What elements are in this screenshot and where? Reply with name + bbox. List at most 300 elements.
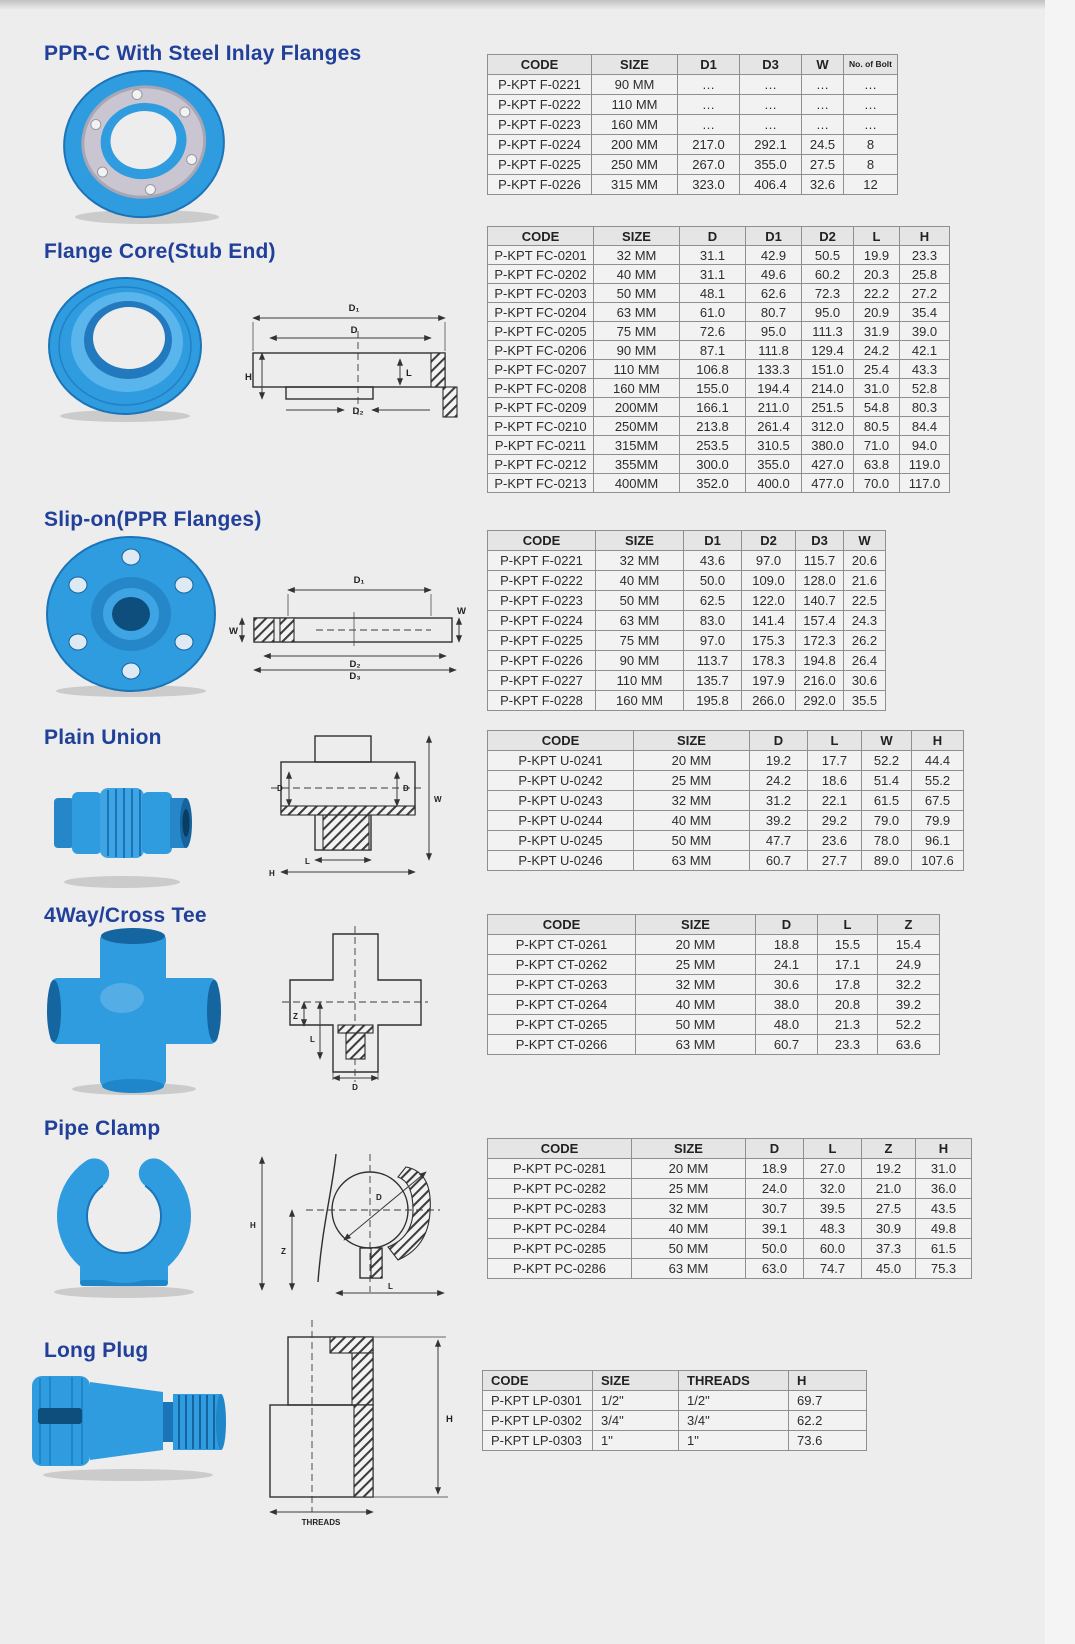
column-header: THREADS <box>679 1371 789 1391</box>
table-cell: 63 MM <box>636 1035 756 1055</box>
steel-inlay-flange-photo <box>52 66 237 226</box>
table-cell: 97.0 <box>742 551 796 571</box>
long-plug-table <box>482 1370 867 1451</box>
table-cell: … <box>802 115 844 135</box>
header-row <box>483 1371 867 1391</box>
plain-union-table <box>487 730 964 871</box>
table-cell: 18.8 <box>756 935 818 955</box>
table-row <box>488 265 950 284</box>
table-cell: 50.5 <box>802 246 854 265</box>
table-cell: P-KPT F-0222 <box>488 571 596 591</box>
table-cell: P-KPT F-0225 <box>488 155 592 175</box>
table-cell: 44.4 <box>912 751 964 771</box>
table-row <box>488 811 964 831</box>
table-cell: 25.4 <box>854 360 900 379</box>
table-cell: 61.5 <box>916 1239 972 1259</box>
column-header: No. of Bolt <box>844 55 898 75</box>
table-cell: 60.7 <box>750 851 808 871</box>
table-cell: 43.3 <box>900 360 950 379</box>
table-cell: 135.7 <box>684 671 742 691</box>
dim-label-l: L <box>388 1282 393 1291</box>
table-cell: 73.6 <box>789 1431 867 1451</box>
column-header: D1 <box>678 55 740 75</box>
table-cell: P-KPT F-0221 <box>488 75 592 95</box>
table-cell: 111.3 <box>802 322 854 341</box>
column-header: Z <box>862 1139 916 1159</box>
column-header: L <box>804 1139 862 1159</box>
dim-label-d3: D₃ <box>349 671 361 680</box>
table-cell: 47.7 <box>750 831 808 851</box>
column-header: D <box>756 915 818 935</box>
table-row <box>488 303 950 322</box>
table-cell: 355MM <box>594 455 680 474</box>
slip-on-flange-diagram <box>226 558 466 680</box>
table-cell: 52.2 <box>862 751 912 771</box>
table-cell: 63.0 <box>746 1259 804 1279</box>
table-cell: 8 <box>844 135 898 155</box>
table-cell: 312.0 <box>802 417 854 436</box>
table-cell: 52.8 <box>900 379 950 398</box>
table-cell: P-KPT FC-0206 <box>488 341 594 360</box>
table-cell: 32.0 <box>804 1179 862 1199</box>
table-cell: … <box>844 95 898 115</box>
table-cell: 128.0 <box>796 571 844 591</box>
table-cell: 22.1 <box>808 791 862 811</box>
page-margin-right <box>1045 0 1075 1644</box>
table-row <box>488 1015 940 1035</box>
table-cell: 69.7 <box>789 1391 867 1411</box>
table-cell: P-KPT PC-0283 <box>488 1199 632 1219</box>
table-cell: 49.8 <box>916 1219 972 1239</box>
table-cell: 155.0 <box>680 379 746 398</box>
section-title: Pipe Clamp <box>44 1117 161 1140</box>
table-cell: P-KPT F-0221 <box>488 551 596 571</box>
table-row <box>483 1411 867 1431</box>
table-row <box>488 115 898 135</box>
table-cell: 217.0 <box>678 135 740 155</box>
long-plug-photo <box>28 1362 233 1482</box>
column-header: CODE <box>488 731 634 751</box>
table-cell: 35.4 <box>900 303 950 322</box>
table-cell: 32 MM <box>632 1199 746 1219</box>
table-cell: 89.0 <box>862 851 912 871</box>
table-cell: P-KPT FC-0209 <box>488 398 594 417</box>
table-row <box>488 1035 940 1055</box>
table-cell: 49.6 <box>746 265 802 284</box>
table-cell: 50 MM <box>634 831 750 851</box>
table-cell: 160 MM <box>594 379 680 398</box>
table-cell: 52.2 <box>878 1015 940 1035</box>
table-cell: 50 MM <box>636 1015 756 1035</box>
table-cell: 40 MM <box>632 1219 746 1239</box>
pipe-clamp-diagram <box>248 1142 463 1297</box>
table-cell: P-KPT FC-0213 <box>488 474 594 493</box>
table-cell: 75.3 <box>916 1259 972 1279</box>
table-cell: 42.1 <box>900 341 950 360</box>
table-cell: 54.8 <box>854 398 900 417</box>
table-cell: 30.6 <box>756 975 818 995</box>
table-row <box>488 591 886 611</box>
pipe-clamp-table <box>487 1138 972 1279</box>
table-cell: 63 MM <box>634 851 750 871</box>
table-cell: 75 MM <box>594 322 680 341</box>
column-header: CODE <box>488 1139 632 1159</box>
table-cell: 74.7 <box>804 1259 862 1279</box>
table-row <box>488 398 950 417</box>
table-cell: 31.0 <box>854 379 900 398</box>
scan-edge-top <box>0 0 1075 10</box>
table-cell: 20.8 <box>818 995 878 1015</box>
column-header: D <box>680 227 746 246</box>
table-row <box>488 651 886 671</box>
table-cell: 29.2 <box>808 811 862 831</box>
table-cell: 178.3 <box>742 651 796 671</box>
table-cell: 129.4 <box>802 341 854 360</box>
table-cell: 30.7 <box>746 1199 804 1219</box>
table-cell: 72.6 <box>680 322 746 341</box>
table-cell: 62.2 <box>789 1411 867 1431</box>
dim-label-w: W <box>434 795 442 804</box>
table-row <box>488 955 940 975</box>
dim-label-d2: D₂ <box>349 659 361 670</box>
table-cell: 95.0 <box>746 322 802 341</box>
dim-label-d1: D₁ <box>353 575 365 586</box>
table-cell: … <box>740 115 802 135</box>
table-cell: 30.9 <box>862 1219 916 1239</box>
table-cell: 50 MM <box>596 591 684 611</box>
table-cell: 15.5 <box>818 935 878 955</box>
table-cell: 71.0 <box>854 436 900 455</box>
table-cell: 15.4 <box>878 935 940 955</box>
column-header: CODE <box>488 915 636 935</box>
table-cell: P-KPT F-0223 <box>488 591 596 611</box>
table-cell: 27.0 <box>804 1159 862 1179</box>
table-cell: P-KPT FC-0207 <box>488 360 594 379</box>
dim-label-d: D <box>350 325 358 336</box>
table-cell: 197.9 <box>742 671 796 691</box>
table-row <box>488 1239 972 1259</box>
column-header: W <box>844 531 886 551</box>
table-cell: 292.0 <box>796 691 844 711</box>
table-row <box>488 1219 972 1239</box>
table-cell: 40 MM <box>596 571 684 591</box>
dim-label-z: Z <box>281 1247 286 1256</box>
table-cell: 355.0 <box>740 155 802 175</box>
column-header: Z <box>878 915 940 935</box>
table-row <box>488 691 886 711</box>
table-cell: 48.1 <box>680 284 746 303</box>
table-cell: 50 MM <box>632 1239 746 1259</box>
table-row <box>488 455 950 474</box>
table-cell: P-KPT LP-0303 <box>483 1431 593 1451</box>
dim-label-l: L <box>310 1035 315 1044</box>
table-cell: 21.6 <box>844 571 886 591</box>
table-row <box>488 551 886 571</box>
table-row <box>488 379 950 398</box>
table-cell: P-KPT CT-0262 <box>488 955 636 975</box>
table-cell: 62.5 <box>684 591 742 611</box>
table-cell: P-KPT CT-0261 <box>488 935 636 955</box>
table-cell: 83.0 <box>684 611 742 631</box>
column-header: SIZE <box>634 731 750 751</box>
flange-core-table <box>487 226 950 493</box>
table-cell: 119.0 <box>900 455 950 474</box>
table-cell: 21.0 <box>862 1179 916 1199</box>
table-cell: P-KPT F-0226 <box>488 651 596 671</box>
column-header: CODE <box>483 1371 593 1391</box>
column-header: SIZE <box>593 1371 679 1391</box>
table-cell: P-KPT U-0242 <box>488 771 634 791</box>
table-cell: P-KPT FC-0212 <box>488 455 594 474</box>
table-cell: 107.6 <box>912 851 964 871</box>
table-cell: 96.1 <box>912 831 964 851</box>
table-cell: 31.1 <box>680 246 746 265</box>
table-cell: P-KPT F-0224 <box>488 611 596 631</box>
table-cell: 39.1 <box>746 1219 804 1239</box>
table-cell: P-KPT FC-0208 <box>488 379 594 398</box>
table-cell: 70.0 <box>854 474 900 493</box>
table-cell: 292.1 <box>740 135 802 155</box>
cross-tee-table <box>487 914 940 1055</box>
table-cell: 90 MM <box>594 341 680 360</box>
column-header: L <box>808 731 862 751</box>
column-header: H <box>789 1371 867 1391</box>
table-cell: 25 MM <box>632 1179 746 1199</box>
table-cell: 31.2 <box>750 791 808 811</box>
table-cell: 39.2 <box>750 811 808 831</box>
table-row <box>488 284 950 303</box>
dim-label-d: D <box>352 1083 358 1092</box>
table-cell: P-KPT FC-0211 <box>488 436 594 455</box>
table-row <box>488 155 898 175</box>
table-cell: P-KPT F-0226 <box>488 175 592 195</box>
table-cell: 31.1 <box>680 265 746 284</box>
table-cell: 61.0 <box>680 303 746 322</box>
table-row <box>488 995 940 1015</box>
table-cell: 216.0 <box>796 671 844 691</box>
table-cell: 78.0 <box>862 831 912 851</box>
table-cell: … <box>678 75 740 95</box>
column-header: SIZE <box>592 55 678 75</box>
table-cell: 315MM <box>594 436 680 455</box>
table-cell: 94.0 <box>900 436 950 455</box>
table-cell: 113.7 <box>684 651 742 671</box>
table-row <box>483 1431 867 1451</box>
table-row <box>488 360 950 379</box>
table-cell: P-KPT CT-0263 <box>488 975 636 995</box>
table-cell: 40 MM <box>634 811 750 831</box>
table-cell: 20 MM <box>636 935 756 955</box>
table-cell: 355.0 <box>746 455 802 474</box>
column-header: H <box>912 731 964 751</box>
table-cell: 79.9 <box>912 811 964 831</box>
table-cell: 45.0 <box>862 1259 916 1279</box>
table-cell: P-KPT FC-0204 <box>488 303 594 322</box>
table-cell: 400.0 <box>746 474 802 493</box>
table-cell: 19.2 <box>750 751 808 771</box>
table-cell: 194.4 <box>746 379 802 398</box>
table-cell: 40 MM <box>636 995 756 1015</box>
table-cell: 115.7 <box>796 551 844 571</box>
table-cell: P-KPT FC-0201 <box>488 246 594 265</box>
table-row <box>488 1199 972 1219</box>
table-cell: P-KPT U-0245 <box>488 831 634 851</box>
table-cell: 175.3 <box>742 631 796 651</box>
column-header: SIZE <box>596 531 684 551</box>
table-cell: … <box>844 115 898 135</box>
table-cell: 1/2" <box>679 1391 789 1411</box>
dim-label-l: L <box>305 857 310 866</box>
table-cell: 37.3 <box>862 1239 916 1259</box>
dim-label-d-left: D <box>277 784 283 793</box>
table-cell: 110 MM <box>596 671 684 691</box>
table-cell: 95.0 <box>802 303 854 322</box>
column-header: CODE <box>488 531 596 551</box>
table-cell: 267.0 <box>678 155 740 175</box>
column-header: D1 <box>746 227 802 246</box>
table-cell: 26.2 <box>844 631 886 651</box>
dim-label-l: L <box>406 368 412 379</box>
table-cell: 80.7 <box>746 303 802 322</box>
table-cell: 24.1 <box>756 955 818 975</box>
table-cell: 32 MM <box>636 975 756 995</box>
table-cell: P-KPT FC-0210 <box>488 417 594 436</box>
table-cell: P-KPT PC-0281 <box>488 1159 632 1179</box>
table-row <box>488 135 898 155</box>
table-cell: 213.8 <box>680 417 746 436</box>
table-cell: 109.0 <box>742 571 796 591</box>
table-cell: P-KPT U-0246 <box>488 851 634 871</box>
table-cell: 133.3 <box>746 360 802 379</box>
table-cell: P-KPT F-0228 <box>488 691 596 711</box>
table-cell: 250MM <box>594 417 680 436</box>
table-cell: P-KPT CT-0264 <box>488 995 636 1015</box>
table-row <box>488 1259 972 1279</box>
table-cell: 63 MM <box>596 611 684 631</box>
table-cell: 200 MM <box>592 135 678 155</box>
table-row <box>488 611 886 631</box>
table-cell: 39.0 <box>900 322 950 341</box>
column-header: D2 <box>802 227 854 246</box>
column-header: W <box>862 731 912 751</box>
column-header: D2 <box>742 531 796 551</box>
table-cell: 32 MM <box>594 246 680 265</box>
header-row <box>488 731 964 751</box>
table-cell: 26.4 <box>844 651 886 671</box>
table-cell: 172.3 <box>796 631 844 651</box>
table-cell: 406.4 <box>740 175 802 195</box>
table-cell: 20 MM <box>632 1159 746 1179</box>
table-cell: 27.7 <box>808 851 862 871</box>
table-cell: 17.8 <box>818 975 878 995</box>
dim-label-d2: D₂ <box>352 406 364 417</box>
table-cell: 24.9 <box>878 955 940 975</box>
table-cell: 261.4 <box>746 417 802 436</box>
pipe-clamp-photo <box>32 1144 217 1299</box>
table-cell: 23.6 <box>808 831 862 851</box>
table-cell: 20.3 <box>854 265 900 284</box>
table-cell: 323.0 <box>678 175 740 195</box>
long-plug-diagram <box>250 1312 455 1527</box>
table-row <box>488 75 898 95</box>
dim-label-w-left: W <box>229 626 238 637</box>
table-cell: 3/4" <box>679 1411 789 1431</box>
table-cell: 25 MM <box>636 955 756 975</box>
table-cell: 40 MM <box>594 265 680 284</box>
table-cell: 30.6 <box>844 671 886 691</box>
table-cell: P-KPT FC-0203 <box>488 284 594 303</box>
table-cell: 27.2 <box>900 284 950 303</box>
table-row <box>488 95 898 115</box>
table-row <box>488 935 940 955</box>
table-cell: 18.9 <box>746 1159 804 1179</box>
section-title: Long Plug <box>44 1339 149 1362</box>
table-cell: 1/2" <box>593 1391 679 1411</box>
dim-label-h: H <box>250 1221 256 1230</box>
table-cell: 60.2 <box>802 265 854 284</box>
table-cell: P-KPT FC-0202 <box>488 265 594 284</box>
table-row <box>488 831 964 851</box>
table-row <box>488 851 964 871</box>
table-cell: 25 MM <box>634 771 750 791</box>
dim-label-threads: THREADS <box>301 1518 341 1527</box>
table-cell: P-KPT U-0243 <box>488 791 634 811</box>
table-row <box>488 1179 972 1199</box>
header-row <box>488 1139 972 1159</box>
table-cell: 18.6 <box>808 771 862 791</box>
table-cell: 60.7 <box>756 1035 818 1055</box>
table-cell: 48.3 <box>804 1219 862 1239</box>
column-header: D3 <box>740 55 802 75</box>
table-cell: 97.0 <box>684 631 742 651</box>
table-cell: 84.4 <box>900 417 950 436</box>
flange-core-photo <box>40 274 210 424</box>
table-cell: 63.6 <box>878 1035 940 1055</box>
slip-on-flanges-table <box>487 530 886 711</box>
table-row <box>483 1391 867 1411</box>
table-cell: 24.3 <box>844 611 886 631</box>
table-cell: 25.8 <box>900 265 950 284</box>
table-cell: 151.0 <box>802 360 854 379</box>
table-cell: 90 MM <box>592 75 678 95</box>
table-cell: 106.8 <box>680 360 746 379</box>
steel-inlay-flanges-table <box>487 54 898 195</box>
table-cell: 60.0 <box>804 1239 862 1259</box>
table-cell: … <box>802 95 844 115</box>
table-cell: 250 MM <box>592 155 678 175</box>
table-cell: 211.0 <box>746 398 802 417</box>
table-cell: 75 MM <box>596 631 684 651</box>
table-cell: P-KPT F-0227 <box>488 671 596 691</box>
table-cell: 31.0 <box>916 1159 972 1179</box>
table-cell: P-KPT CT-0265 <box>488 1015 636 1035</box>
table-cell: … <box>740 95 802 115</box>
table-cell: … <box>844 75 898 95</box>
table-cell: 38.0 <box>756 995 818 1015</box>
table-cell: 63 MM <box>594 303 680 322</box>
header-row <box>488 55 898 75</box>
table-cell: … <box>678 115 740 135</box>
table-cell: 80.3 <box>900 398 950 417</box>
table-cell: P-KPT FC-0205 <box>488 322 594 341</box>
section-title: PPR-C With Steel Inlay Flanges <box>44 42 362 65</box>
column-header: D3 <box>796 531 844 551</box>
dim-label-d1: D₁ <box>348 303 360 314</box>
header-row <box>488 531 886 551</box>
cross-tee-diagram <box>278 922 433 1094</box>
table-cell: 117.0 <box>900 474 950 493</box>
table-cell: P-KPT PC-0284 <box>488 1219 632 1239</box>
